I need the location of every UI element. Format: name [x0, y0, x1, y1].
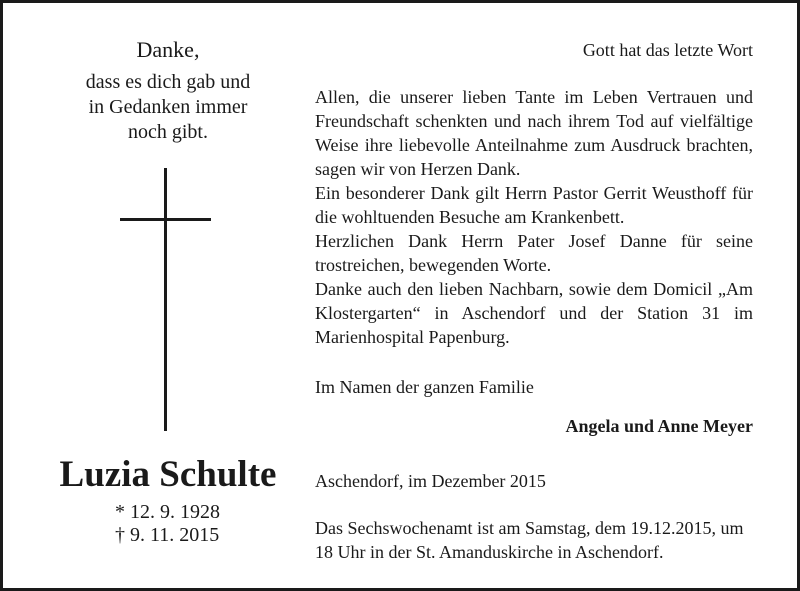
- thanks-paragraph: Ein besonderer Dank gilt Herrn Pastor Gerrit Weusthoff für die wohltuenden Besuche am Krankenbett.: [315, 183, 753, 227]
- death-date: † 9. 11. 2015: [115, 524, 220, 546]
- thanks-paragraph: Allen, die unserer lieben Tante im Leben Vertrauen und Freundschaft schenkten und nach ihrem Tod auf vielfältige Weise ihre liebevolle Anteilnahme zum Ausdruck brachten, sagen wir von Herzen Dank.: [315, 87, 753, 179]
- deceased-name: Luzia Schulte: [59, 454, 277, 495]
- thanks-paragraph: Herzlichen Dank Herrn Pater Josef Danne für seine trostreichen, bewegenden Worte.: [315, 231, 753, 275]
- motto-line: in Gedanken immer: [88, 96, 248, 118]
- header-motto: Gott hat das letzte Wort: [582, 40, 753, 60]
- life-dates: [115, 501, 220, 547]
- left-column: [3, 3, 333, 588]
- motto-line: noch gibt.: [128, 121, 208, 143]
- family-intro: Im Namen der ganzen Familie: [315, 377, 534, 397]
- motto-line: dass es dich gab und: [85, 71, 251, 93]
- cross-horizontal-bar: [120, 218, 211, 221]
- cross-vertical-bar: [164, 168, 167, 431]
- service-announcement: Das Sechswochenamt ist am Samstag, dem 19.12.2015, um 18 Uhr in der St. Amanduskirche in Aschendorf.: [315, 518, 744, 562]
- motto-title: Danke,: [136, 37, 200, 62]
- motto-verse: [3, 70, 333, 145]
- birth-date: * 12. 9. 1928: [115, 501, 220, 523]
- thanks-paragraph: Danke auch den lieben Nachbarn, sowie dem Domicil „Am Klostergarten“ in Aschendorf und der Station 31 im Marienhospital Papenburg.: [315, 279, 753, 347]
- signers: Angela und Anne Meyer: [565, 416, 753, 436]
- place-date: Aschendorf, im Dezember 2015: [315, 471, 546, 491]
